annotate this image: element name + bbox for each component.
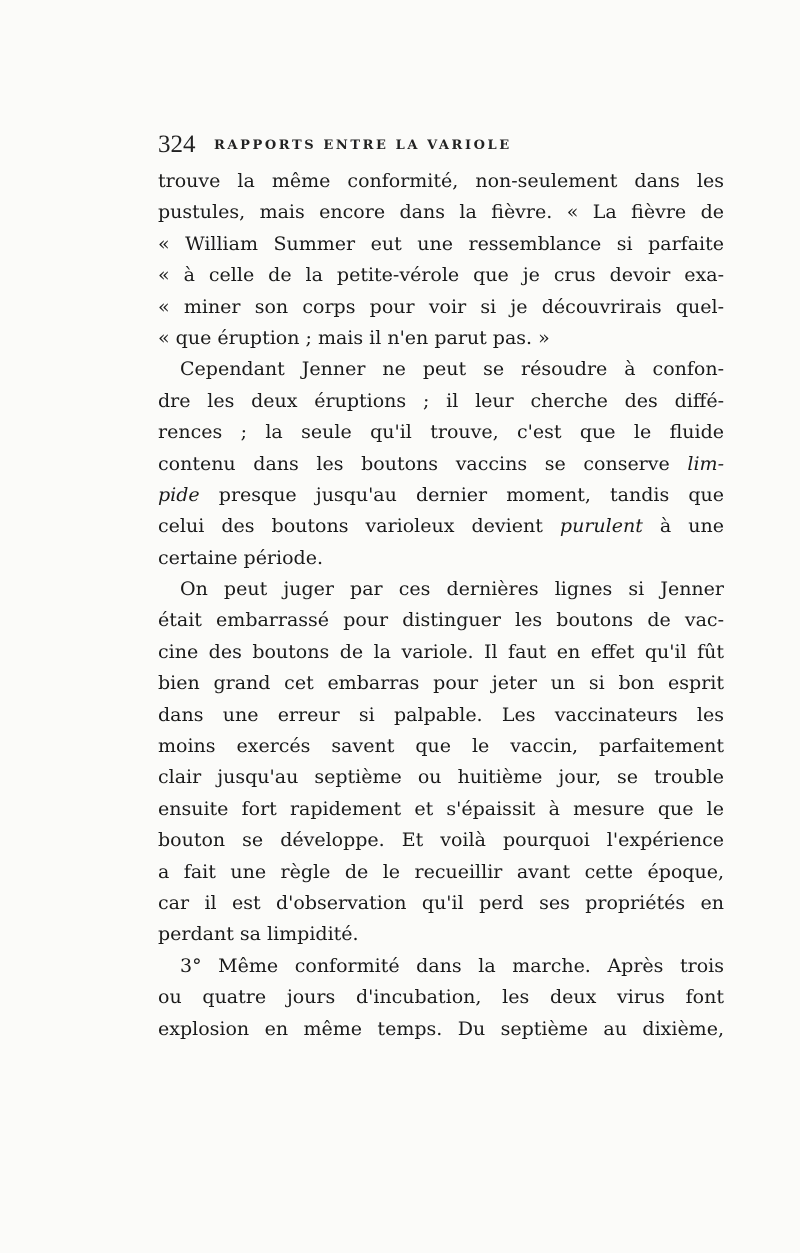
text-line: dre les deux éruptions ; il leur cherche des diffé- [158,389,724,412]
line-text: presque jusqu'au dernier moment, tandis que [199,483,724,506]
italic-word: purulent [559,515,643,538]
text-line: car il est d'observation qu'il perd ses propriétés en [158,891,724,914]
text-line [158,511,724,542]
text-line: bien grand cet embarras pour jeter un si bon esprit [158,672,724,695]
page-number: 324 [158,131,196,158]
text-line: cine des boutons de la variole. Il faut en effet qu'il fût [158,640,724,663]
line-text: celui des boutons varioleux devient [158,515,560,538]
italic-word: pide [158,483,200,506]
text-line: dans une erreur si palpable. Les vaccinateurs les [158,703,724,726]
text-line: ensuite fort rapidement et s'épaissit à mesure que le [158,797,724,820]
text-line: clair jusqu'au septième ou huitième jour, se trouble [158,766,724,789]
paragraph-start-line: On peut juger par ces dernières lignes si Jenner [180,578,724,601]
text-line: a fait une règle de le recueillir avant cette époque, [158,860,724,883]
text-line [158,480,724,511]
running-head: RAPPORTS ENTRE LA VARIOLE [214,138,512,153]
text-line: ou quatre jours d'incubation, les deux virus font [158,986,724,1009]
text-line: trouve la même conformité, non-seulement dans les [158,170,724,192]
page-header [158,130,718,160]
text-line: certaine période. [158,546,323,569]
text-line: pustules, mais encore dans la fièvre. « La fièvre de [158,201,724,224]
paragraph-start-line: 3° Même conformité dans la marche. Après trois [180,954,724,977]
text-line: était embarrassé pour distinguer les boutons de vac- [158,609,724,632]
body-text [158,166,724,1045]
text-line: « miner son corps pour voir si je découvrirais quel- [158,295,724,318]
text-line: « que éruption ; mais il n'en parut pas. » [158,326,550,349]
text-line: rences ; la seule qu'il trouve, c'est que le fluide [158,421,724,444]
text-line: « à celle de la petite-vérole que je crus devoir exa- [158,264,724,287]
italic-word: lim- [687,452,724,475]
text-line: explosion en même temps. Du septième au dixième, [158,1017,724,1040]
text-line: moins exercés savent que le vaccin, parfaitement [158,735,724,758]
text-line: perdant sa limpidité. [158,923,359,946]
text-line: « William Summer eut une ressemblance si parfaite [158,232,724,255]
line-text: à une [642,515,724,538]
text-line [158,449,724,480]
line-text: contenu dans les boutons vaccins se conserve [158,452,670,475]
paragraph-start-line: Cependant Jenner ne peut se résoudre à confon- [180,358,724,381]
text-line: bouton se développe. Et voilà pourquoi l'expérience [158,829,724,852]
